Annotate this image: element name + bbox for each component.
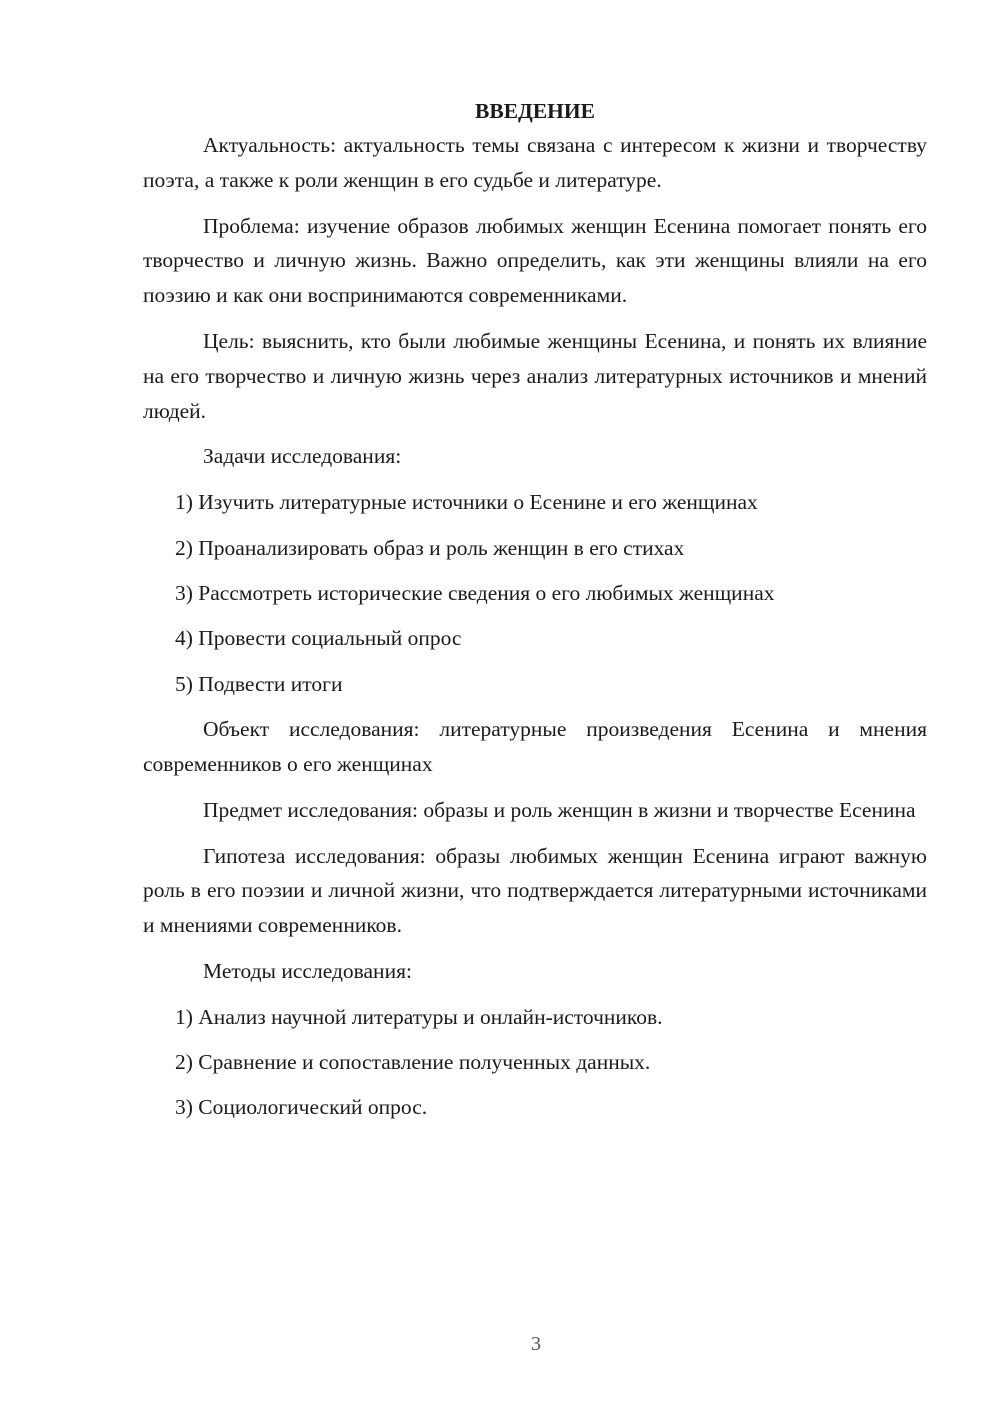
method-item: 2) Сравнение и сопоставление полученных данных. [175,1050,651,1075]
task-item: 5) Подвести итоги [175,671,343,696]
object-paragraph: Объект исследования: литературные произведения Есенина и мнения современников о его женщинах [143,717,927,776]
hypothesis-paragraph: Гипотеза исследования: образы любимых женщин Есенина играют важную роль в его поэзии и личной жизни, что подтверждается литературными источниками и мнениями современников. [143,843,927,938]
methods-heading: Методы исследования: [203,958,412,983]
page-title: ВВЕДЕНИЕ [475,99,595,123]
task-item: 1) Изучить литературные источники о Есенине и его женщинах [175,490,758,515]
problem-paragraph: Проблема: изучение образов любимых женщин Есенина помогает понять его творчество и личную жизнь. Важно определить, как эти женщины влияли на его поэзию и как они воспринимаются современниками. [143,213,927,308]
task-item: 4) Провести социальный опрос [175,626,462,651]
method-item: 3) Социологический опрос. [175,1095,428,1120]
subject-paragraph: Предмет исследования: образы и роль женщин в жизни и творчестве Есенина [203,797,916,822]
method-item: 1) Анализ научной литературы и онлайн-источников. [175,1004,663,1029]
tasks-list [143,485,927,701]
relevance-paragraph: Актуальность: актуальность темы связана с интересом к жизни и творчеству поэта, а также к роли женщин в его судьбе и литературе. [143,133,927,192]
page-number: 3 [531,1333,541,1355]
task-item: 2) Проанализировать образ и роль женщин в его стихах [175,535,685,560]
page-content [143,94,927,1136]
methods-list [143,1000,927,1126]
task-item: 3) Рассмотреть исторические сведения о его любимых женщинах [175,580,775,605]
goal-paragraph: Цель: выяснить, кто были любимые женщины Есенина, и понять их влияние на его творчество и личную жизнь через анализ литературных источников и мнений людей. [143,328,927,423]
tasks-heading: Задачи исследования: [203,444,402,469]
